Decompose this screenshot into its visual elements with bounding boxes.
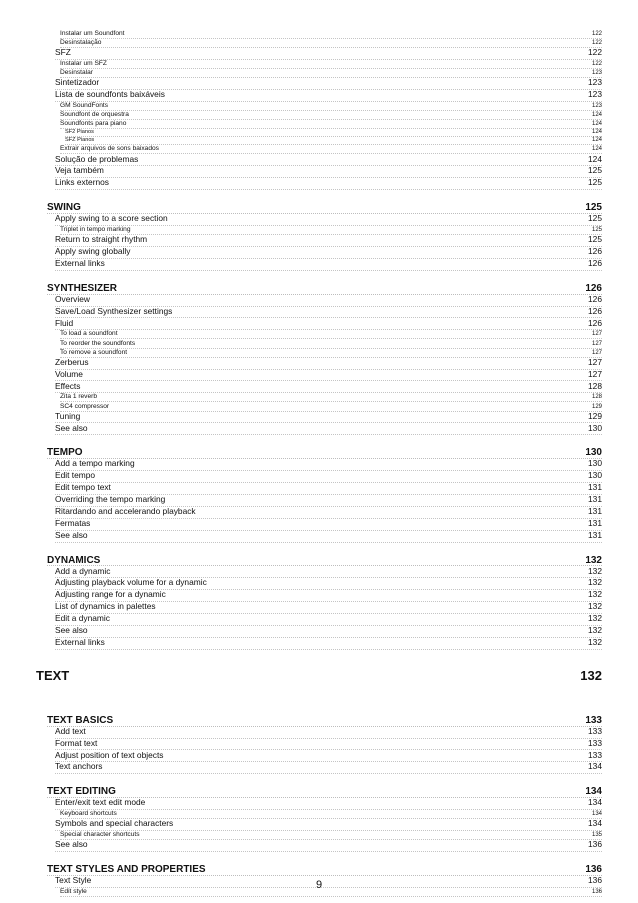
toc-page-number: 125 [585,202,602,214]
toc-title: Zita 1 reverb [60,393,98,401]
toc-section[interactable] [47,283,602,295]
toc-title: Volume [55,369,83,379]
toc-page-number: 132 [588,625,602,635]
toc-page-number: 126 [588,317,602,328]
toc-title: TEXT EDITING [47,786,116,798]
toc-page-number: 136 [591,888,602,895]
toc-page-number: 132 [588,613,602,624]
toc-subentry[interactable] [60,39,602,48]
toc-subentry[interactable] [60,340,602,349]
toc-title: Triplet in tempo marking [60,226,131,233]
toc-page-number: 126 [588,293,602,304]
toc-title: List of dynamics in palettes [55,602,156,612]
toc-subentry[interactable] [60,831,602,840]
toc-subentry[interactable] [60,393,602,402]
toc-title: Soundfont de orquestra [60,111,129,119]
toc-title: Lista de soundfonts baixáveis [55,90,165,100]
toc-entry[interactable] [55,382,602,394]
toc-title: GM SoundFonts [60,102,109,110]
toc-subentry[interactable] [60,810,602,819]
toc-page-number: 132 [588,565,602,576]
toc-title: See also [55,626,88,635]
toc-page-number: 136 [588,839,602,850]
toc-title: TEXT BASICS [47,714,114,726]
toc-title: Fluid [55,318,74,328]
toc-title: Adjust position of text objects [55,750,164,760]
toc-entry[interactable] [55,840,602,852]
toc-title: Keyboard shortcuts [60,810,117,818]
toc-title: To reorder the soundfonts [60,339,136,347]
toc-page-number: 131 [588,482,602,493]
toc-page-number: 127 [588,368,602,379]
toc-entry[interactable] [55,751,602,763]
toc-entry[interactable] [55,259,602,271]
toc-entry[interactable] [55,319,602,331]
toc-subentry[interactable] [60,60,602,69]
toc-entry[interactable] [55,155,602,167]
toc-page-number: 133 [588,725,602,736]
toc-entry[interactable] [55,48,602,60]
toc-title: Edit style [60,887,87,895]
toc-entry[interactable] [55,567,602,579]
toc-page-number: 122 [591,40,602,47]
toc-entry[interactable] [55,727,602,739]
toc-entry[interactable] [55,578,602,590]
toc-title: Add a tempo marking [55,459,135,469]
toc-title: Soundfonts para piano [60,120,127,128]
toc-section[interactable] [47,555,602,567]
toc-entry[interactable] [55,90,602,102]
toc-page-number: 132 [588,601,602,612]
toc-entry[interactable] [55,247,602,259]
toc-title: Extrair arquivos de sons baixados [60,145,159,153]
toc-title: Solução de problemas [55,154,139,164]
toc-page-number: 132 [580,667,602,683]
toc-page-number: 136 [588,875,602,885]
toc-entry[interactable] [55,295,602,307]
toc-page-number: 126 [588,246,602,256]
toc-entry[interactable] [55,602,602,614]
toc-page-number: 133 [588,749,602,760]
toc-entry[interactable] [55,590,602,602]
toc-title: Effects [55,381,81,391]
toc-page-number: 130 [588,422,602,433]
toc-entry[interactable] [55,358,602,370]
toc-page-number: 132 [588,577,602,588]
toc-page-number: 130 [585,447,602,459]
toc-page-number: 128 [588,380,602,391]
toc-entry[interactable] [55,614,602,626]
toc-title: Ritardando and accelerando playback [55,506,196,516]
toc-title: SYNTHESIZER [47,282,118,294]
toc-title: Tuning [55,411,81,421]
toc-title: SFZ [55,48,71,58]
toc-title: Format text [55,738,98,748]
toc-title: DYNAMICS [47,554,101,566]
toc-page-number: 133 [588,737,602,748]
toc-page-number: 124 [591,112,602,119]
toc-page-number: 123 [588,89,602,100]
toc-title: Text Style [55,876,92,885]
toc-page-number: 130 [588,470,602,481]
toc-title: Sintetizador [55,78,100,88]
toc-subsubentry[interactable] [65,137,602,145]
toc-subentry[interactable] [60,330,602,339]
toc-title: Apply swing to a score section [55,214,168,224]
toc-title: SWING [47,202,81,214]
toc-entry[interactable] [55,507,602,519]
toc-subentry[interactable] [60,145,602,154]
toc-page-number: 132 [588,636,602,647]
toc-chapter[interactable] [36,669,602,690]
toc-entry[interactable] [55,459,602,471]
toc-page-number: 129 [588,410,602,421]
toc-entry[interactable] [55,626,602,638]
toc-page-number: 125 [588,234,602,245]
toc-page-number: 125 [588,177,602,188]
toc-entry[interactable] [55,412,602,424]
toc-title: TEXT [36,668,70,683]
toc-title: To load a soundfont [60,330,118,338]
toc-page-number: 122 [588,47,602,58]
toc-subentry[interactable] [60,403,602,412]
toc-entry[interactable] [55,214,602,226]
toc-title: Edit a dynamic [55,614,110,624]
toc-page-number: 131 [588,517,602,528]
toc-entry[interactable] [55,424,602,436]
toc-subentry[interactable] [60,120,602,129]
toc-entry[interactable] [55,495,602,507]
toc-entry[interactable] [55,798,602,810]
toc-page-number: 125 [588,165,602,176]
toc-section[interactable] [47,202,602,214]
toc-title: Instalar um SFZ [60,60,107,68]
toc-entry[interactable] [55,638,602,650]
toc-entry[interactable] [55,819,602,831]
toc-page-number: 127 [591,331,602,338]
toc-page-number: 133 [585,714,602,726]
toc-title: SF2 Pianos [65,129,94,136]
toc-page-number: 124 [591,129,602,136]
toc-page-number: 126 [588,257,602,268]
toc-title: Fermatas [55,518,91,528]
toc-title: See also [55,840,88,850]
toc-page-number: 134 [588,797,602,808]
toc-page-number: 124 [588,153,602,164]
toc-page-number: 125 [591,227,602,233]
toc-title: SFZ Pianos [65,137,95,144]
toc-entry[interactable] [55,519,602,531]
toc-page-number: 127 [591,349,602,356]
toc-title: See also [55,530,88,540]
toc-title: Instalar um Soundfont [60,30,125,37]
toc-entry[interactable] [55,235,602,247]
toc-page-number: 135 [591,832,602,839]
toc-subsubentry[interactable] [65,129,602,137]
toc-page-number: 131 [588,505,602,516]
toc-title: Text anchors [55,762,103,772]
toc-page-number: 134 [585,786,602,798]
toc-page-number: 122 [591,61,602,68]
toc-title: Add a dynamic [55,566,111,576]
toc-section[interactable] [47,786,602,798]
toc-title: Symbols and special characters [55,819,174,829]
toc-entry[interactable] [55,307,602,319]
toc-title: See also [55,423,88,433]
toc-page-number: 122 [591,31,602,37]
toc-page-number: 132 [585,554,602,566]
toc-subentry[interactable] [60,30,602,39]
toc-title: Links externos [55,178,109,188]
toc-title: External links [55,258,105,268]
toc-page-number: 134 [588,818,602,829]
toc-entry[interactable] [55,370,602,382]
toc-page-number: 124 [591,137,602,144]
toc-section[interactable] [47,715,602,727]
toc-title: Overview [55,294,90,304]
toc-subentry[interactable] [60,111,602,120]
toc-title: Desinstalação [60,39,102,47]
toc-title: To remove a soundfont [60,348,128,356]
toc-title: Save/Load Synthesizer settings [55,306,173,316]
toc-page-number: 132 [588,589,602,600]
toc-title: Edit tempo [55,471,96,481]
toc-title: Overriding the tempo marking [55,495,166,504]
toc-page-number: 125 [588,213,602,224]
toc-entry[interactable] [55,471,602,483]
toc-page-number: 129 [591,403,602,410]
toc-page-number: 126 [588,305,602,316]
toc-page-number: 134 [588,761,602,772]
toc-subentry[interactable] [60,226,602,235]
toc-entry[interactable] [55,166,602,178]
toc-page-number: 134 [591,811,602,818]
toc-entry[interactable] [55,739,602,751]
toc-title: SC4 compressor [60,402,110,410]
toc-title: Special character shortcuts [60,831,140,839]
toc-subentry[interactable] [60,69,602,78]
toc-entry[interactable] [55,178,602,190]
toc-title: Return to straight rhythm [55,235,148,245]
toc-title: TEXT STYLES AND PROPERTIES [47,864,206,876]
toc-page-number: 130 [588,458,602,469]
toc-title: Veja também [55,166,104,176]
toc-title: Apply swing globally [55,247,131,256]
toc-section[interactable] [47,864,602,876]
toc-page-number: 131 [588,494,602,504]
toc-page-number: 136 [585,864,602,876]
toc-page-number: 128 [591,394,602,401]
toc-section[interactable] [47,447,602,459]
toc-page-number: 131 [588,529,602,540]
toc-entry[interactable] [55,483,602,495]
toc-page-number: 124 [591,146,602,153]
toc-subentry[interactable] [60,102,602,111]
toc-page-number: 127 [591,340,602,347]
toc-title: Desinstalar [60,69,93,77]
toc-title: External links [55,637,105,647]
toc-entry[interactable] [55,531,602,543]
toc-entry[interactable] [55,78,602,90]
toc-page-number: 127 [588,356,602,367]
toc-page-number: 124 [591,121,602,128]
toc-page-number: 123 [588,77,602,88]
toc-title: Adjusting playback volume for a dynamic [55,578,207,588]
toc-title: Enter/exit text edit mode [55,798,146,808]
toc-title: Zerberus [55,357,89,367]
toc-title: Edit tempo text [55,483,111,493]
toc-page-number: 126 [585,282,602,294]
toc-title: Add text [55,726,86,736]
toc-page-number: 123 [591,70,602,77]
toc-entry[interactable] [55,762,602,774]
toc-title: TEMPO [47,447,83,459]
page-number: 9 [315,879,323,891]
toc-subentry[interactable] [60,349,602,358]
toc-title: Adjusting range for a dynamic [55,590,166,600]
toc-page-number: 123 [591,103,602,110]
